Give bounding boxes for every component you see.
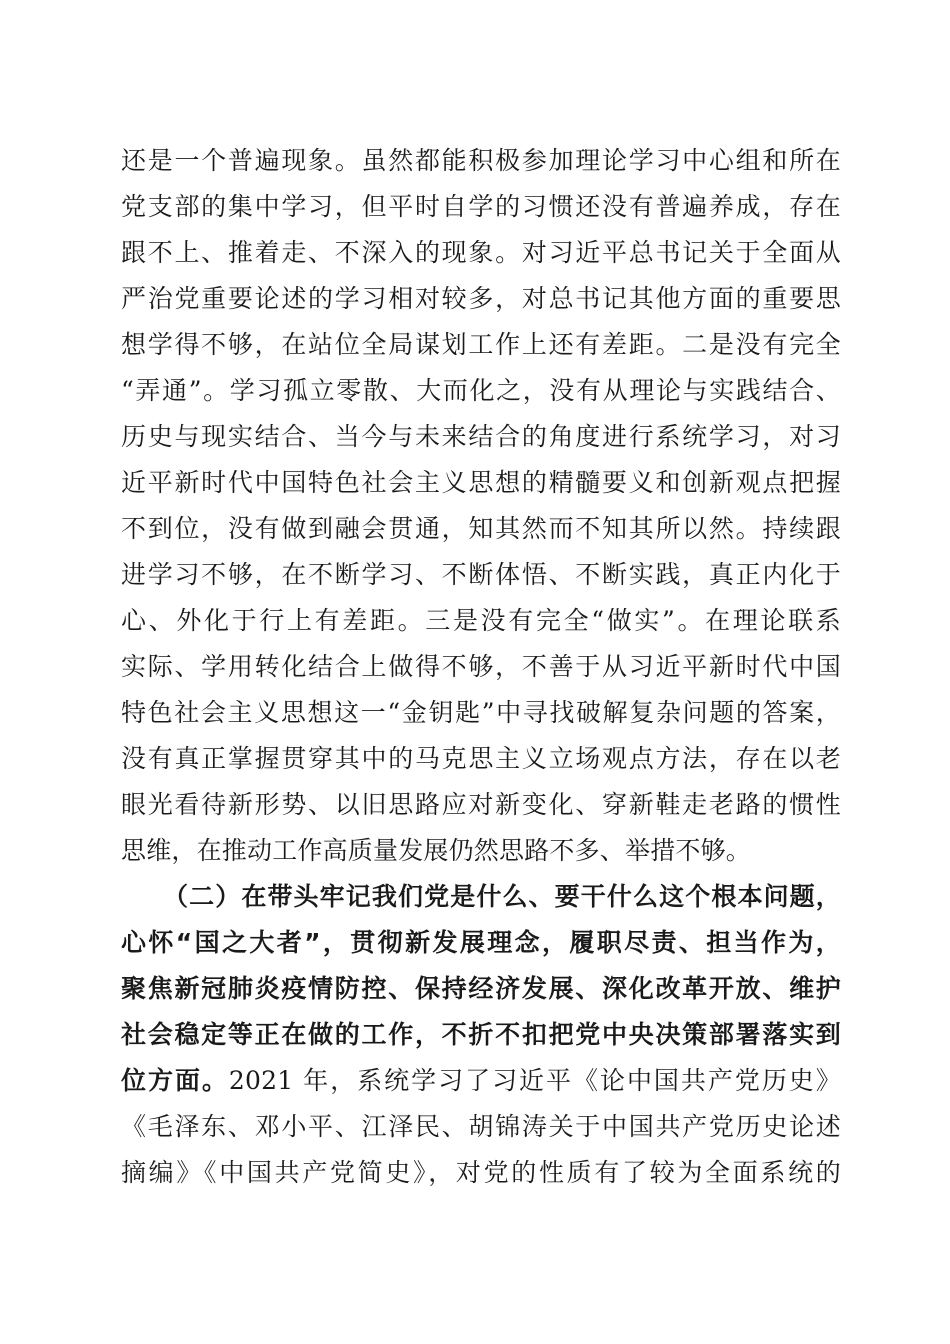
paragraph-line: 摘编》《中国共产党简史》，对党的性质有了较为全面系统的	[121, 1158, 841, 1187]
paragraph-line: “弄通”。学习孤立零散、大而化之，没有从理论与实践结合、	[121, 376, 841, 405]
paragraph-line: 党支部的集中学习，但平时自学的习惯还没有普遍养成，存在	[121, 192, 841, 221]
paragraph-line: 特色社会主义思想这一“金钥匙”中寻找破解复杂问题的答案，	[121, 698, 841, 727]
paragraph-line: 历史与现实结合、当今与未来结合的角度进行系统学习，对习	[121, 422, 841, 451]
paragraph-line: 没有真正掌握贯穿其中的马克思主义立场观点方法，存在以老	[121, 744, 841, 773]
section-heading-line: 聚焦新冠肺炎疫情防控、保持经济发展、深化改革开放、维护	[121, 974, 841, 1003]
paragraph-line: 实际、学用转化结合上做得不够，不善于从习近平新时代中国	[121, 652, 841, 681]
section-heading-line: 社会稳定等正在做的工作，不折不扣把党中央决策部署落实到	[121, 1020, 841, 1049]
paragraph-line: 思维，在推动工作高质量发展仍然思路不多、举措不够。	[121, 836, 752, 865]
paragraph-line: 进学习不够，在不断学习、不断体悟、不断实践，真正内化于	[121, 560, 841, 589]
section-heading-tail: 位方面。	[121, 1066, 229, 1095]
paragraph-line: 跟不上、推着走、不深入的现象。对习近平总书记关于全面从	[121, 238, 841, 267]
paragraph-line: 不到位，没有做到融会贯通，知其然而不知其所以然。持续跟	[121, 514, 841, 543]
paragraph-line: 还是一个普遍现象。虽然都能积极参加理论学习中心组和所在	[121, 146, 841, 175]
section-heading-line: 心怀“国之大者”，贯彻新发展理念，履职尽责、担当作为，	[121, 928, 841, 957]
paragraph-line: 眼光看待新形势、以旧思路应对新变化、穿新鞋走老路的惯性	[121, 790, 841, 819]
paragraph-line: 想学得不够，在站位全局谋划工作上还有差距。二是没有完全	[121, 330, 841, 359]
mixed-line	[121, 1060, 841, 1102]
paragraph-start: 2021 年，系统学习了习近平《论中国共产党历史》	[228, 1066, 841, 1095]
paragraph-line: 严治党重要论述的学习相对较多，对总书记其他方面的重要思	[121, 284, 841, 313]
paragraph-line: 近平新时代中国特色社会主义思想的精髓要义和创新观点把握	[121, 468, 841, 497]
paragraph-line: 《毛泽东、邓小平、江泽民、胡锦涛关于中国共产党历史论述	[121, 1112, 841, 1141]
paragraph-line: 心、外化于行上有差距。三是没有完全“做实”。在理论联系	[121, 606, 841, 635]
section-heading-line: （二）在带头牢记我们党是什么、要干什么这个根本问题，	[163, 882, 841, 911]
